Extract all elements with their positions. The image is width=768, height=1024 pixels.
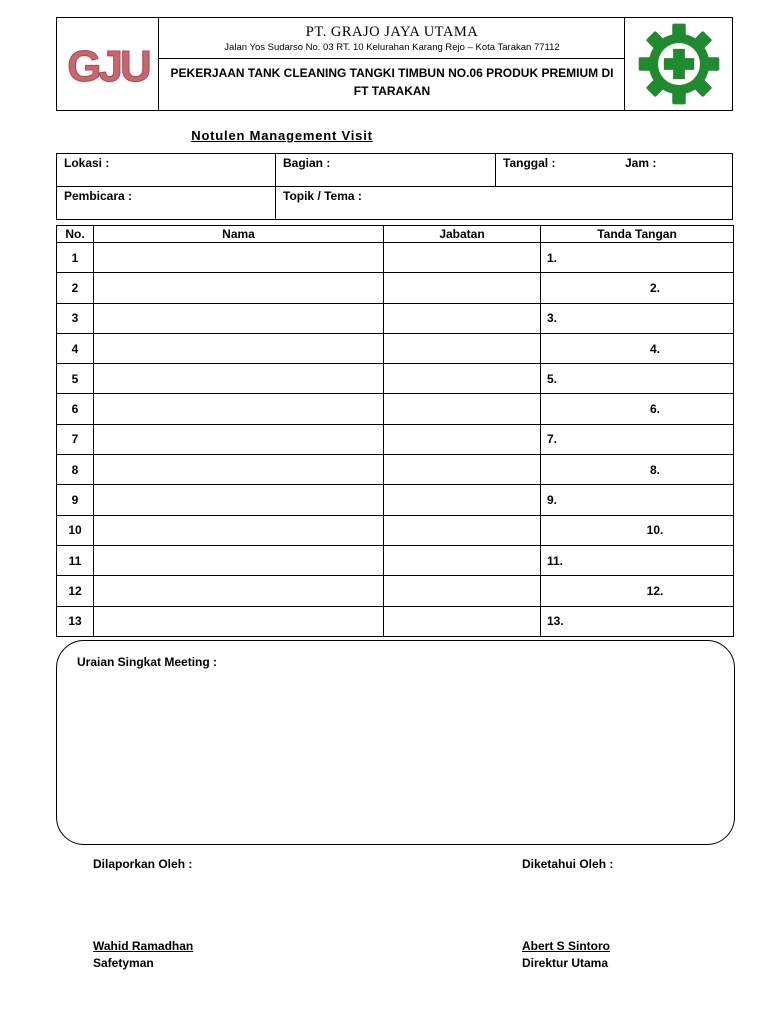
- signature-number: 3.: [547, 311, 558, 326]
- table-row: [57, 333, 734, 363]
- row-number: 6: [57, 394, 94, 424]
- reporter-role: Safetyman: [93, 956, 154, 970]
- row-number: 9: [57, 485, 94, 515]
- nama-cell[interactable]: [94, 394, 384, 424]
- signature-cell[interactable]: [541, 303, 734, 333]
- tanggal-field[interactable]: Tanggal :: [503, 156, 556, 170]
- nama-cell[interactable]: [94, 576, 384, 606]
- jabatan-cell[interactable]: [384, 394, 541, 424]
- nama-cell[interactable]: [94, 545, 384, 575]
- signature-number: 6.: [649, 402, 660, 417]
- signature-number: 13.: [547, 614, 564, 629]
- nama-cell[interactable]: [94, 424, 384, 454]
- nama-cell[interactable]: [94, 515, 384, 545]
- signature-cell[interactable]: [541, 545, 734, 575]
- nama-cell[interactable]: [94, 243, 384, 273]
- signature-number: 2.: [649, 280, 660, 295]
- jam-field[interactable]: Jam :: [625, 156, 657, 170]
- meeting-info-table: [56, 153, 733, 220]
- approver-name: Abert S Sintoro: [522, 939, 611, 953]
- document-header: [56, 17, 733, 111]
- signature-cell[interactable]: [541, 576, 734, 606]
- row-number: 8: [57, 455, 94, 485]
- jabatan-cell[interactable]: [384, 243, 541, 273]
- signature-cell[interactable]: [541, 424, 734, 454]
- row-number: 3: [57, 303, 94, 333]
- signature-cell[interactable]: [541, 273, 734, 303]
- acknowledged-by-label: Diketahui Oleh :: [522, 857, 614, 871]
- jabatan-cell[interactable]: [384, 333, 541, 363]
- nama-cell[interactable]: [94, 333, 384, 363]
- signature-cell[interactable]: [541, 485, 734, 515]
- project-title-line1: PEKERJAAN TANK CLEANING TANGKI TIMBUN NO.06 PRODUK PREMIUM DI: [170, 66, 614, 80]
- jabatan-cell[interactable]: [384, 515, 541, 545]
- table-row: [57, 545, 734, 575]
- company-name: PT. GRAJO JAYA UTAMA: [305, 24, 479, 40]
- table-row: [57, 394, 734, 424]
- table-row: [57, 485, 734, 515]
- signature-number: 11.: [547, 553, 564, 568]
- svg-text:GJU: GJU: [66, 42, 149, 91]
- row-number: 12: [57, 576, 94, 606]
- document-title: Notulen Management Visit: [191, 128, 373, 143]
- col-header-no: No.: [57, 226, 94, 243]
- signature-cell[interactable]: [541, 515, 734, 545]
- signature-number: 10.: [646, 523, 664, 538]
- row-number: 10: [57, 515, 94, 545]
- jabatan-cell[interactable]: [384, 606, 541, 636]
- signature-number: 12.: [646, 583, 664, 598]
- table-row: [57, 273, 734, 303]
- attendance-header-row: [57, 226, 734, 243]
- signature-number: 8.: [649, 462, 660, 477]
- signature-cell[interactable]: [541, 333, 734, 363]
- bagian-field[interactable]: Bagian :: [283, 156, 331, 170]
- jabatan-cell[interactable]: [384, 424, 541, 454]
- gju-logo-icon: [61, 34, 155, 94]
- signature-cell[interactable]: [541, 606, 734, 636]
- signature-cell[interactable]: [541, 394, 734, 424]
- approver-role: Direktur Utama: [522, 956, 609, 970]
- row-number: 4: [57, 333, 94, 363]
- nama-cell[interactable]: [94, 303, 384, 333]
- nama-cell[interactable]: [94, 364, 384, 394]
- safety-gear-cross-icon: [625, 18, 732, 110]
- signature-cell[interactable]: [541, 455, 734, 485]
- signature-cell[interactable]: [541, 364, 734, 394]
- info-divider: [275, 154, 276, 219]
- jabatan-cell[interactable]: [384, 273, 541, 303]
- row-number: 7: [57, 424, 94, 454]
- col-header-jabatan: Jabatan: [384, 226, 541, 243]
- company-address: Jalan Yos Sudarso No. 03 RT. 10 Kelurahan Karang Rejo – Kota Tarakan 77112: [159, 41, 625, 59]
- project-title: [159, 64, 625, 100]
- jabatan-cell[interactable]: [384, 303, 541, 333]
- summary-label: Uraian Singkat Meeting :: [77, 655, 218, 669]
- table-row: [57, 424, 734, 454]
- signature-number: 9.: [547, 493, 558, 508]
- nama-cell[interactable]: [94, 606, 384, 636]
- nama-cell[interactable]: [94, 485, 384, 515]
- jabatan-cell[interactable]: [384, 364, 541, 394]
- jabatan-cell[interactable]: [384, 576, 541, 606]
- table-row: [57, 606, 734, 636]
- jabatan-cell[interactable]: [384, 545, 541, 575]
- row-number: 13: [57, 606, 94, 636]
- signature-number: 7.: [547, 432, 558, 447]
- reporter-name: Wahid Ramadhan: [93, 939, 194, 953]
- table-row: [57, 243, 734, 273]
- row-number: 5: [57, 364, 94, 394]
- col-header-tanda-tangan: Tanda Tangan: [541, 226, 734, 243]
- jabatan-cell[interactable]: [384, 485, 541, 515]
- row-number: 11: [57, 545, 94, 575]
- signature-number: 1.: [547, 250, 558, 265]
- signature-number: 4.: [649, 341, 660, 356]
- signature-cell[interactable]: [541, 243, 734, 273]
- table-row: [57, 303, 734, 333]
- project-title-line2: FT TARAKAN: [353, 84, 431, 98]
- table-row: [57, 515, 734, 545]
- row-number: 1: [57, 243, 94, 273]
- meeting-summary-box[interactable]: [56, 640, 735, 845]
- table-row: [57, 364, 734, 394]
- pembicara-field[interactable]: Pembicara :: [64, 189, 133, 203]
- header-center: [159, 18, 625, 110]
- info-divider: [495, 154, 496, 187]
- row-number: 2: [57, 273, 94, 303]
- lokasi-field[interactable]: Lokasi :: [64, 156, 110, 170]
- company-logo: [57, 18, 159, 110]
- nama-cell[interactable]: [94, 273, 384, 303]
- signature-number: 5.: [547, 371, 558, 386]
- table-row: [57, 576, 734, 606]
- col-header-nama: Nama: [94, 226, 384, 243]
- attendance-table: [56, 225, 734, 637]
- jabatan-cell[interactable]: [384, 455, 541, 485]
- topik-field[interactable]: Topik / Tema :: [283, 189, 362, 203]
- reported-by-label: Dilaporkan Oleh :: [93, 857, 193, 871]
- table-row: [57, 455, 734, 485]
- nama-cell[interactable]: [94, 455, 384, 485]
